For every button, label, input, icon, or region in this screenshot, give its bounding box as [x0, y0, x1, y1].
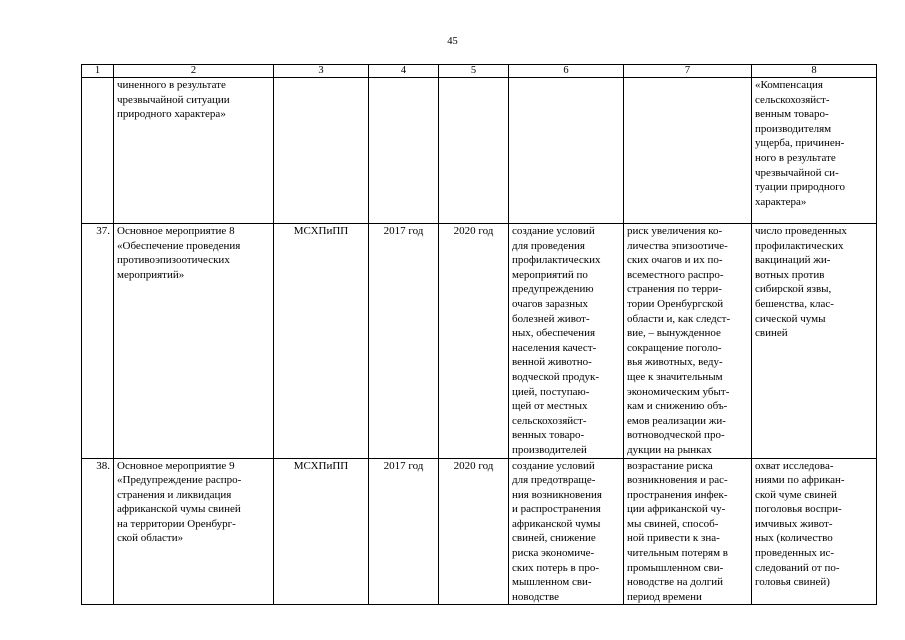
indicator: охват исследова- ниями по африкан- ской чуме свиней поголовья воспри- имчивых живот- ных (количество проведенных ис- следований от по- головья свиней) [752, 458, 877, 605]
row-number: 38. [82, 458, 114, 605]
header-cell-4: 4 [369, 65, 439, 78]
header-cell-3: 3 [274, 65, 369, 78]
expected-result: создание условий для проведения профилактических мероприятий по предупреждению очагов заразных болезней живот- ных, обеспечения населения качест- венной животно- водческой продук- цией, поступаю- щей от местных сельскохозяйст- венных товаро- производителей [509, 224, 624, 459]
continuation-risk-cell [624, 78, 752, 224]
continuation-num-cell [82, 78, 114, 224]
header-cell-8: 8 [752, 65, 877, 78]
end-year: 2020 год [439, 224, 509, 459]
measures-table [81, 64, 877, 605]
header-cell-1: 1 [82, 65, 114, 78]
header-cell-5: 5 [439, 65, 509, 78]
continuation-indicator-cell: «Компенсация сельскохозяйст- венным товаро- производителям ущерба, причинен- ного в результате чрезвычайной си- туации природного характера» [752, 78, 877, 224]
executor: МСХПиПП [274, 224, 369, 459]
continuation-name-cell: чиненного в результате чрезвычайной ситуации природного характера» [114, 78, 274, 224]
continuation-start-cell [369, 78, 439, 224]
indicator: число проведенных профилактических вакцинаций жи- вотных против сибирской язвы, бешенства, клас- сической чумы свиней [752, 224, 877, 459]
header-cell-7: 7 [624, 65, 752, 78]
header-row [82, 65, 877, 78]
expected-result: создание условий для предотвраще- ния возникновения и распространения африканской чумы свиней, снижение риска экономиче- ских потерь в про- мышленном сви- новодстве [509, 458, 624, 605]
continuation-result-cell [509, 78, 624, 224]
continuation-end-cell [439, 78, 509, 224]
header-cell-6: 6 [509, 65, 624, 78]
measure-name: Основное мероприятие 8 «Обеспечение проведения противоэпизоотических мероприятий» [114, 224, 274, 459]
header-cell-2: 2 [114, 65, 274, 78]
measure-name: Основное мероприятие 9 «Предупреждение распро- странения и ликвидация африканской чумы свиней на территории Оренбург- ской области» [114, 458, 274, 605]
continuation-executor-cell [274, 78, 369, 224]
end-year: 2020 год [439, 458, 509, 605]
table-row [82, 224, 877, 459]
continuation-row [82, 78, 877, 224]
start-year: 2017 год [369, 224, 439, 459]
table-row [82, 458, 877, 605]
page-number: 45 [447, 36, 458, 47]
executor: МСХПиПП [274, 458, 369, 605]
start-year: 2017 год [369, 458, 439, 605]
risk-consequences: риск увеличения ко- личества эпизоотиче- ских очагов и их по- всеместного распро- странения по терри- тории Оренбургской области и, как следст- вие, – вынужденное сокращение поголо- вья животных, веду- щее к значительным экономическим убыт- кам и снижению объ- емов реализации жи- вотноводческой про- дукции на рынках [624, 224, 752, 459]
risk-consequences: возрастание риска возникновения и рас- пространения инфек- ции африканской чу- мы свиней, способ- ной привести к зна- чительным потерям в промышленном сви- новодстве на долгий период времени [624, 458, 752, 605]
row-number: 37. [82, 224, 114, 459]
